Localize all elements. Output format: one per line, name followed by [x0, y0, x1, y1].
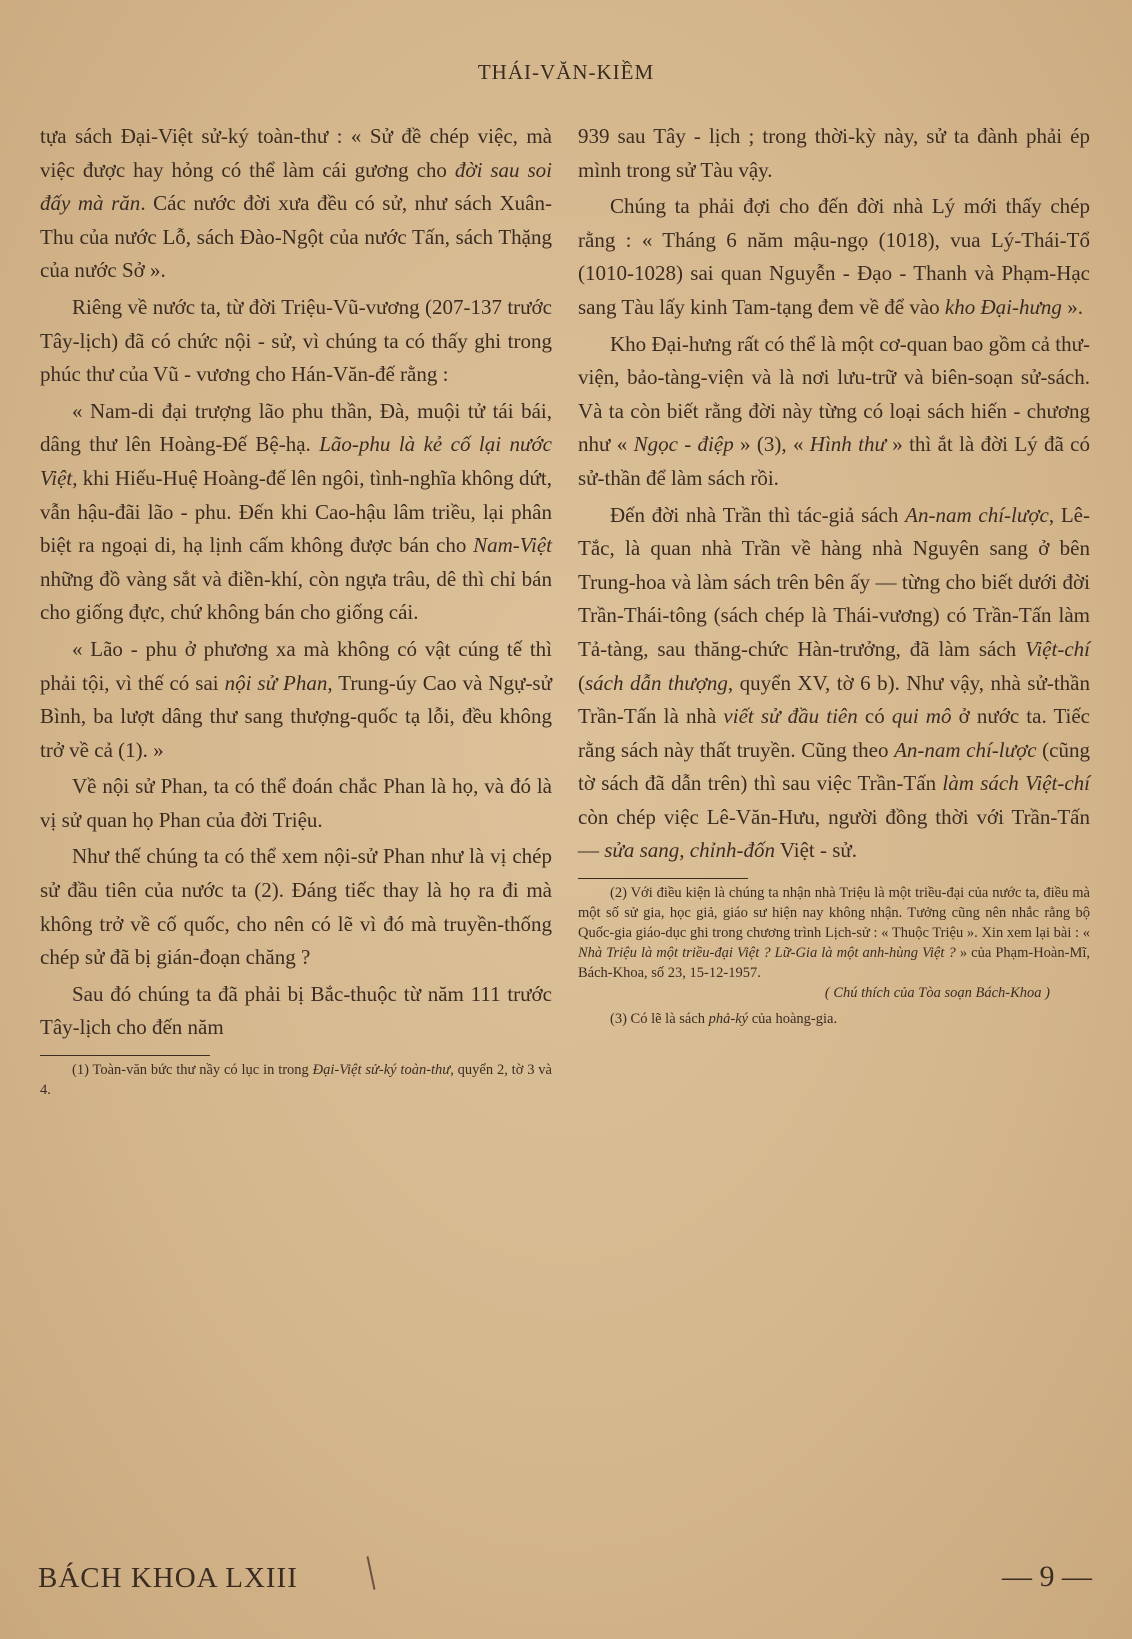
running-head: THÁI-VĂN-KIỀM	[477, 60, 655, 84]
paragraph: Đến đời nhà Trần thì tác-giả sách An-nam chí-lược, Lê-Tắc, là quan nhà Trần về hàng nhà Nguyên sang ở bên Trung-hoa và làm sách trên bên ấy — từng cho biết dưới đời Trần-Thái-tông (sách chép là Thái-vương) có Trần-Tấn làm Tả-tàng, sau thăng-chức Hàn-trưởng, đã làm sách Việt-chí (sách dẫn thượng, quyển XV, tờ 6 b). Như vậy, nhà sử-thần Trần-Tấn là nhà viết sử đầu tiên có qui mô ở nước ta. Tiếc rằng sách này thất truyền. Cũng theo An-nam chí-lược (cũng tờ sách đã dẫn trên) thì sau việc Trần-Tấn làm sách Việt-chí còn chép việc Lê-Văn-Hưu, người đồng thời với Trần-Tấn — sửa sang, chỉnh-đốn Việt - sử.	[578, 502, 1091, 863]
magazine-title: BÁCH KHOA LXIII	[38, 1562, 298, 1594]
footnote-divider	[40, 1055, 210, 1056]
page-number: — 9 —	[1002, 1560, 1092, 1593]
footnote-2: (2) Với điều kiện là chúng ta nhận nhà Triệu là một triều-đại của nước ta, điều mà một số sử gia, học giả, giáo sư hiện nay không nhận. Tưởng cũng nên nhắc rằng bộ Quốc-gia giáo-dục ghi trong chương trình Lịch-sử : « Thuộc Triệu ». Xin xem lại bài : « Nhà Triệu là một triều-đại Việt ? Lữ-Gia là một anh-hùng Việt ? » của Phạm-Hoàn-Mĩ, Bách-Khoa, số 23, 15-12-1957.	[578, 885, 1090, 982]
paragraph: « Lão - phu ở phương xa mà không có vật cúng tế thì phải tội, vì thế có sai nội sử Phan, Trung-úy Cao và Ngự-sử Bình, ba lượt dâng thư sang thượng-quốc tạ lỗi, đều không trở về cả (1). »	[40, 636, 552, 762]
paragraph: 939 sau Tây - lịch ; trong thời-kỳ này, sử ta đành phải ép mình trong sử Tàu vậy.	[578, 124, 1090, 182]
paragraph: Sau đó chúng ta đã phải bị Bắc-thuộc từ năm 111 trước Tây-lịch cho đến năm	[40, 981, 552, 1040]
paragraph: tựa sách Đại-Việt sử-ký toàn-thư : « Sử đề chép việc, mà việc được hay hỏng có thể làm cái gương cho đời sau soi đấy mà răn. Các nước đời xưa đều có sử, như sách Xuân-Thu của nước Lỗ, sách Đào-Ngột của nước Tấn, sách Thặng của nước Sở ».	[40, 124, 552, 283]
paragraph: Như thế chúng ta có thể xem nội-sử Phan như là vị chép sử đầu tiên của nước ta (2). Đáng tiếc thay là họ ra đi mà không trở về cố quốc, cho nên có lẽ vì đó mà truyền-thống chép sử đã bị gián-đoạn chăng ?	[40, 844, 552, 970]
paragraph: Riêng về nước ta, từ đời Triệu-Vũ-vương (207-137 trước Tây-lịch) đã có chức nội - sử, vì chúng ta có thấy ghi trong phúc thư của Vũ - vương cho Hán-Văn-đế rằng :	[40, 294, 552, 387]
paragraph: Về nội sử Phan, ta có thể đoán chắc Phan là họ, và đó là vị sử quan họ Phan của đời Triệu.	[40, 774, 552, 832]
left-column	[40, 120, 552, 1100]
paragraph: Kho Đại-hưng rất có thể là một cơ-quan bao gồm cả thư-viện, bảo-tàng-viện và là nơi lưu-trữ và biên-soạn sử-sách. Và ta còn biết rằng đời này từng có loại sách hiến - chương như « Ngọc - điệp » (3), « Hình thư » thì ắt là đời Lý đã có sử-thần để làm sách rồi.	[578, 331, 1090, 490]
paragraph: Chúng ta phải đợi cho đến đời nhà Lý mới thấy chép rằng : « Tháng 6 năm mậu-ngọ (1018), vua Lý-Thái-Tổ (1010-1028) sai quan Nguyễn - Đạo - Thanh và Phạm-Hạc sang Tàu lấy kinh Tam-tạng đem về để vào kho Đại-hưng ».	[578, 194, 1090, 319]
footnote-divider	[578, 878, 748, 879]
right-column	[578, 120, 1090, 1029]
pen-mark	[366, 1556, 375, 1590]
footnote-1: (1) Toàn-văn bức thư nầy có lục in trong Đại-Việt sử-ký toàn-thư, quyển 2, tờ 3 và 4.	[40, 1062, 552, 1099]
footnote-2-note: ( Chú thích của Tòa soạn Bách-Khoa )	[824, 985, 1050, 1002]
paragraph: « Nam-di đại trượng lão phu thần, Đà, muội tử tái bái, dâng thư lên Hoàng-Đế Bệ-hạ. Lão-phu là kẻ cố lại nước Việt, khi Hiếu-Huệ Hoàng-đế lên ngôi, tình-nghĩa không dứt, vẫn hậu-đãi lão - phu. Đến khi Cao-hậu lâm triều, lại phân biệt ra ngoại di, hạ lịnh cấm không được bán cho Nam-Việt những đồ vàng sắt và điền-khí, còn ngựa trâu, dê thì chỉ bán cho giống đực, chứ không bán cho giống cái.	[40, 398, 552, 625]
footnote-3: (3) Có lẽ là sách phả-ký của hoàng-gia.	[610, 1011, 838, 1028]
